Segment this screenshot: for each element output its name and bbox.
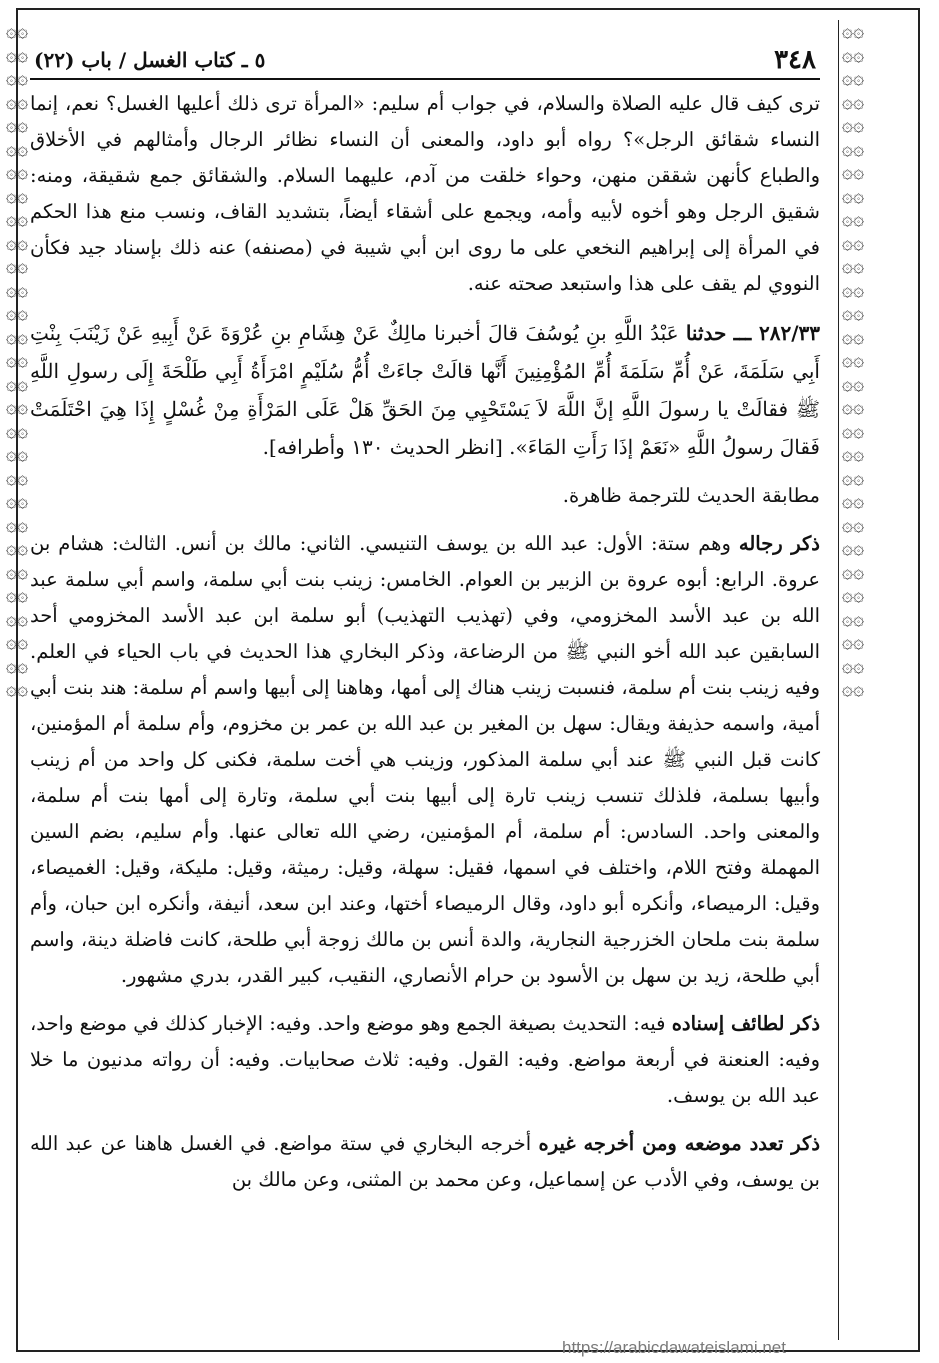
occurrences-paragraph [30, 1126, 820, 1198]
occurrences-heading: ذكر تعدد موضعه ومن أخرجه غيره [538, 1132, 821, 1155]
right-border-ornament: ۞۞۞۞۞۞۞۞۞۞۞۞۞۞۞۞۞۞۞۞۞۞۞۞۞۞۞۞۞۞۞۞۞۞۞۞۞۞۞۞۞۞۞۞۞۞۞۞۞۞۞۞۞۞۞۞۞۞ [838, 20, 867, 1340]
page-number: ٣٤٨ [774, 45, 816, 75]
hadith-paragraph [30, 314, 820, 466]
narrators-heading: ذكر رجاله [738, 532, 820, 555]
hadith-text: عَبْدُ اللَّهِ بنِ يُوسُفَ قالَ أخبرنا مالِكٌ عَنْ هِشَامِ بنِ عُرْوَةَ عَنْ أَبِيهِ عَنْ زَيْنَبَ بِنْتِ أَبِي سَلَمَةَ، عَنْ أُمِّ سَلَمَةَ أُمِّ المُؤْمِنِينَ أَنَّها قالَتْ جاءَتْ أُمُّ سُلَيْمٍ امْرَأَةُ أَبِي طَلْحَةَ إِلَى رسولِ اللَّهِ ﷺ فقالَتْ يا رسولَ اللَّهِ إنَّ اللَّهَ لاَ يَسْتَحْيِي مِنَ الحَقِّ هَلْ عَلَى المَرْأَةِ مِنْ غُسْلٍ إِذَا هِيَ احْتَلَمَتْ فَقالَ رسولُ اللَّهِ «نَعَمْ إذَا رَأَتِ المَاءَ». [انظر الحديث ١٣٠ وأطرافه]. [30, 321, 820, 459]
commentary-paragraph: ترى كيف قال عليه الصلاة والسلام، في جواب أم سليم: «المرأة ترى ذلك أعليها الغسل؟ نعم، إنما النساء شقائق الرجل»؟ رواه أبو داود، والمعنى أن النساء نظائر الرجال وأمثالهم في الأخلاق والطباع كأنهن شققن منهن، وحواء خلقت من آدم، عليهما السلام. والشقائق جمع شقيقة، ومنه: شقيق الرجل وهو أخوه لأبيه وأمه، ويجمع على أشقاء أيضاً، بتشديد القاف، ونسب منع هذا الحكم في المرأة إلى إبراهيم النخعي على ما روى ابن أبي شيبة في (مصنفه) عنه ذلك بإسناد جيد فكأن النووي لم يقف على هذا واستبعد صحته عنه. [30, 92, 820, 295]
chain-subtleties-text: فيه: التحديث بصيغة الجمع وهو موضع واحد. وفيه: الإخبار كذلك في موضع واحد، وفيه: العنعنة في أربعة مواضع. وفيه: القول. وفيه: ثلاث صحابيات. وفيه: أن رواته مدنيون ما خلا عبد الله بن يوسف. [30, 1012, 820, 1107]
watermark-url: https://arabicdawateislami.net [562, 1338, 786, 1357]
running-title: ٥ ـ كتاب الغسل / باب (٢٢) [34, 48, 266, 72]
chain-subtleties-heading: ذكر لطائف إسناده [671, 1012, 821, 1035]
left-border-ornament: ۞۞۞۞۞۞۞۞۞۞۞۞۞۞۞۞۞۞۞۞۞۞۞۞۞۞۞۞۞۞۞۞۞۞۞۞۞۞۞۞۞۞۞۞۞۞۞۞۞۞۞۞۞۞۞۞۞۞ [5, 20, 29, 700]
chain-subtleties-paragraph [30, 1006, 820, 1114]
match-paragraph: مطابقة الحديث للترجمة ظاهرة. [562, 484, 820, 507]
occurrences-text: أخرجه البخاري في ستة مواضع. في الغسل هاهنا عن عبد الله بن يوسف، وفي الأدب عن إسماعيل، وعن محمد بن المثنى، وعن مالك بن [30, 1132, 820, 1191]
narrators-paragraph [30, 526, 820, 994]
hadith-number: ٢٨٢/٣٣ ـــ [733, 321, 821, 345]
page-header [30, 42, 820, 80]
page-content [30, 42, 820, 1198]
narrators-text: وهم ستة: الأول: عبد الله بن يوسف التنيسي. الثاني: مالك بن أنس. الثالث: هشام بن عروة. الرابع: أبوه عروة بن الزبير بن العوام. الخامس: زينب بنت أبي سلمة، واسم أبي سلمة عبد الله بن عبد الأسد المخزومي، وفي (تهذيب التهذيب) أبو سلمة ابن عبد الأسد المخزومي أحد السابقين عبد الله أخو النبي ﷺ من الرضاعة، وذكر البخاري هذا الحديث في باب الحياء في العلم. وفيه زينب بنت أم سلمة، فنسبت زينب هناك إلى أمها، وهاهنا إلى أبيها واسم أم سلمة: هند بنت أبي أمية، واسمه حذيفة ويقال: سهل بن المغير بن عبد الله بن عمر بن مخزوم، وأم سلمة أم المؤمنين، كانت قبل النبي ﷺ عند أبي سلمة المذكور، وزينب هي أخت سلمة، فكنى كل واحد من أم زينب وأبيها بسلمة، فلذلك تنسب زينب تارة إلى أبيها بنت أبي سلمة، وتارة إلى أمها بنت أم سلمة، والمعنى واحد. السادس: أم سلمة، أم المؤمنين، رضي الله تعالى عنها. وأم سليم، بضم السين المهملة وفتح اللام، واختلف في اسمها، فقيل: سهلة، وقيل: رميثة، وقيل: مليكة، وقيل: الغميصاء، وقيل: الرميصاء، وأنكره أبو داود، وقال الرميصاء أختها، وعند ابن سعد، أنيفة، وأنكره ابن حبان، وأم سلمة بنت ملحان الخزرجية النجارية، والدة أنس بن مالك زوجة أبي طلحة، كانت فاضلة دينة، واسم أبي طلحة، زيد بن سهل بن الأسود بن حرام الأنصاري، النقيب، كبير القدر، بدري مشهور. [30, 532, 820, 987]
hadith-keyword: حدثنا [685, 321, 727, 345]
